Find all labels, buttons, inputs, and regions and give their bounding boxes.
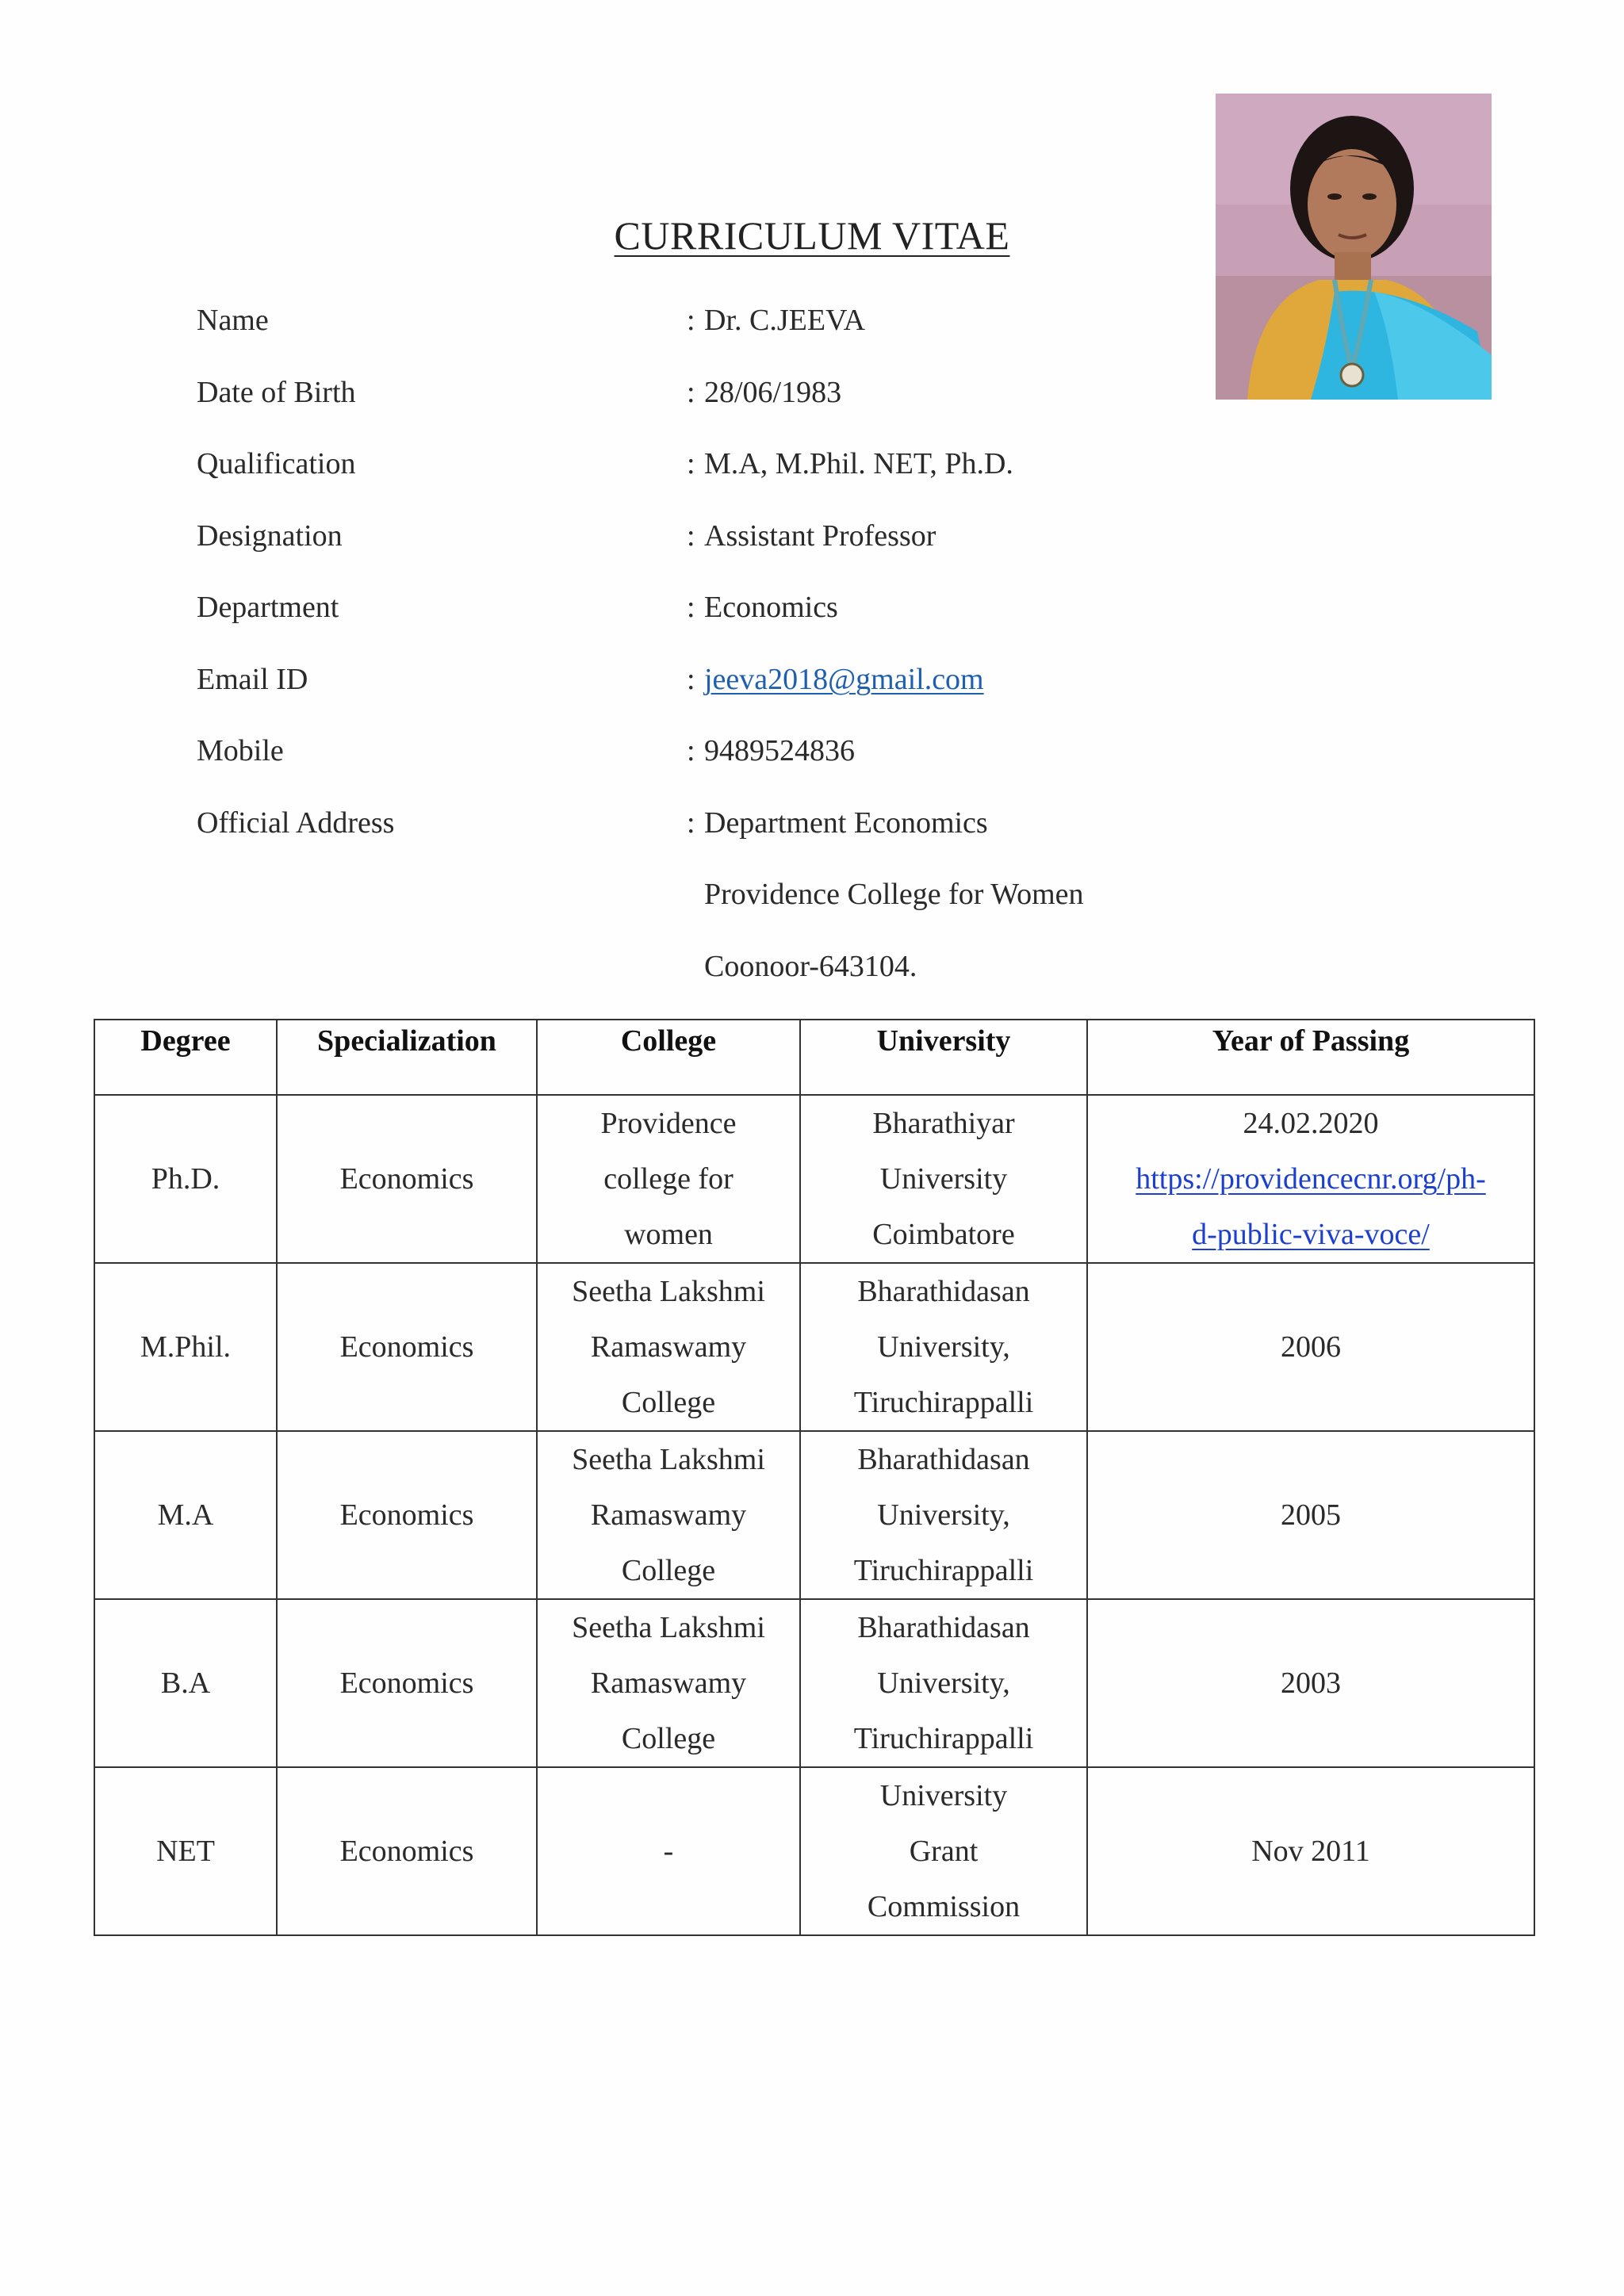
cell-text: NET	[156, 1835, 215, 1868]
info-row-qualification	[197, 442, 1228, 514]
cell-text: Economics	[339, 1162, 474, 1196]
cell-degree	[94, 1095, 277, 1263]
cell-university	[800, 1431, 1087, 1599]
cell-university	[800, 1263, 1087, 1431]
header-specialization: Specialization	[277, 1020, 537, 1095]
info-colon: :	[687, 591, 695, 624]
header-degree: Degree	[94, 1020, 277, 1095]
info-colon: :	[687, 734, 695, 767]
table-row	[94, 1431, 1534, 1599]
cell-text: Seetha Lakshmi Ramaswamy College	[572, 1611, 765, 1755]
cell-year	[1087, 1599, 1534, 1767]
cell-college	[537, 1431, 800, 1599]
info-value-department: Economics	[704, 591, 838, 624]
info-label: Date of Birth	[197, 375, 356, 409]
table-row	[94, 1263, 1534, 1431]
address-line: Coonoor-643104.	[704, 949, 917, 983]
cell-specialization	[277, 1095, 537, 1263]
cell-degree	[94, 1263, 277, 1431]
info-colon: :	[687, 806, 695, 840]
cell-university	[800, 1767, 1087, 1935]
table-row	[94, 1095, 1534, 1263]
info-row-dob	[197, 370, 1228, 442]
info-label: Mobile	[197, 734, 284, 767]
cell-college	[537, 1095, 800, 1263]
table-row	[94, 1767, 1534, 1935]
cell-year	[1087, 1431, 1534, 1599]
cell-text: M.Phil.	[140, 1330, 232, 1364]
cell-specialization	[277, 1767, 537, 1935]
cell-text: Bharathiyar University Coimbatore	[872, 1107, 1015, 1251]
cell-text: B.A	[160, 1667, 211, 1700]
cell-text: Economics	[339, 1835, 474, 1868]
info-row-department	[197, 585, 1228, 657]
cell-college	[537, 1767, 800, 1935]
info-colon: :	[687, 519, 695, 553]
cell-text: Providence college for women	[600, 1107, 737, 1251]
cell-text: Bharathidasan University, Tiruchirappalli	[853, 1275, 1034, 1419]
info-value-address: Department Economics	[704, 806, 988, 840]
cell-specialization	[277, 1263, 537, 1431]
info-label: Qualification	[197, 447, 356, 480]
cell-text: Bharathidasan University, Tiruchirappalli	[853, 1443, 1034, 1587]
cell-text: Ph.D.	[151, 1162, 220, 1196]
info-colon: :	[687, 662, 695, 696]
personal-info	[197, 298, 1228, 1016]
cell-text: Nov 2011	[1251, 1835, 1370, 1868]
cell-specialization	[277, 1431, 537, 1599]
header-year: Year of Passing	[1087, 1020, 1534, 1095]
info-row-name	[197, 298, 1228, 370]
table-row	[94, 1599, 1534, 1767]
cell-text: 2006	[1281, 1330, 1341, 1364]
cell-text: Seetha Lakshmi Ramaswamy College	[572, 1275, 765, 1419]
cell-degree	[94, 1767, 277, 1935]
cell-year	[1087, 1095, 1534, 1263]
cell-text: Seetha Lakshmi Ramaswamy College	[572, 1443, 765, 1587]
info-colon: :	[687, 375, 695, 409]
info-row-email	[197, 657, 1228, 729]
cell-text: Economics	[339, 1667, 474, 1700]
info-value-qualification: M.A, M.Phil. NET, Ph.D.	[704, 447, 1013, 480]
info-label: Designation	[197, 519, 343, 553]
cell-year	[1087, 1767, 1534, 1935]
info-value-name: Dr. C.JEEVA	[704, 304, 866, 337]
info-colon: :	[687, 447, 695, 480]
cell-college	[537, 1599, 800, 1767]
info-value-mobile: 9489524836	[704, 734, 855, 767]
cell-text: Bharathidasan University, Tiruchirappalli	[853, 1611, 1034, 1755]
info-row-mobile	[197, 729, 1228, 801]
cell-text: 2005	[1281, 1498, 1341, 1532]
cell-year	[1087, 1263, 1534, 1431]
cell-specialization	[277, 1599, 537, 1767]
email-link[interactable]: jeeva2018@gmail.com	[704, 662, 984, 696]
cell-university	[800, 1599, 1087, 1767]
cell-college	[537, 1263, 800, 1431]
info-label: Email ID	[197, 662, 308, 696]
info-value-designation: Assistant Professor	[704, 519, 936, 553]
cell-text: University Grant Commission	[867, 1779, 1021, 1923]
cell-text: Economics	[339, 1330, 474, 1364]
cell-text: 24.02.2020	[1243, 1107, 1379, 1140]
viva-voce-link[interactable]: https://providencecnr.org/ph- d-public-viva-voce/	[1136, 1162, 1486, 1251]
info-label: Department	[197, 591, 339, 624]
header-college: College	[537, 1020, 800, 1095]
cell-text: Economics	[339, 1498, 474, 1532]
cell-degree	[94, 1599, 277, 1767]
info-colon: :	[687, 304, 695, 337]
cell-text: -	[663, 1835, 674, 1868]
info-row-address	[197, 801, 1228, 873]
info-row-designation	[197, 514, 1228, 586]
cell-text: 2003	[1281, 1667, 1341, 1700]
address-line: Providence College for Women	[704, 878, 1084, 911]
table-header-row	[94, 1020, 1534, 1095]
cell-university	[800, 1095, 1087, 1263]
info-value-dob: 28/06/1983	[704, 375, 842, 409]
info-label: Official Address	[197, 806, 395, 840]
page-title: CURRICULUM VITAE	[614, 213, 1010, 258]
education-table	[94, 1019, 1535, 1936]
header-university: University	[800, 1020, 1087, 1095]
cell-degree	[94, 1431, 277, 1599]
cell-text: M.A	[157, 1498, 214, 1532]
info-label: Name	[197, 304, 269, 337]
